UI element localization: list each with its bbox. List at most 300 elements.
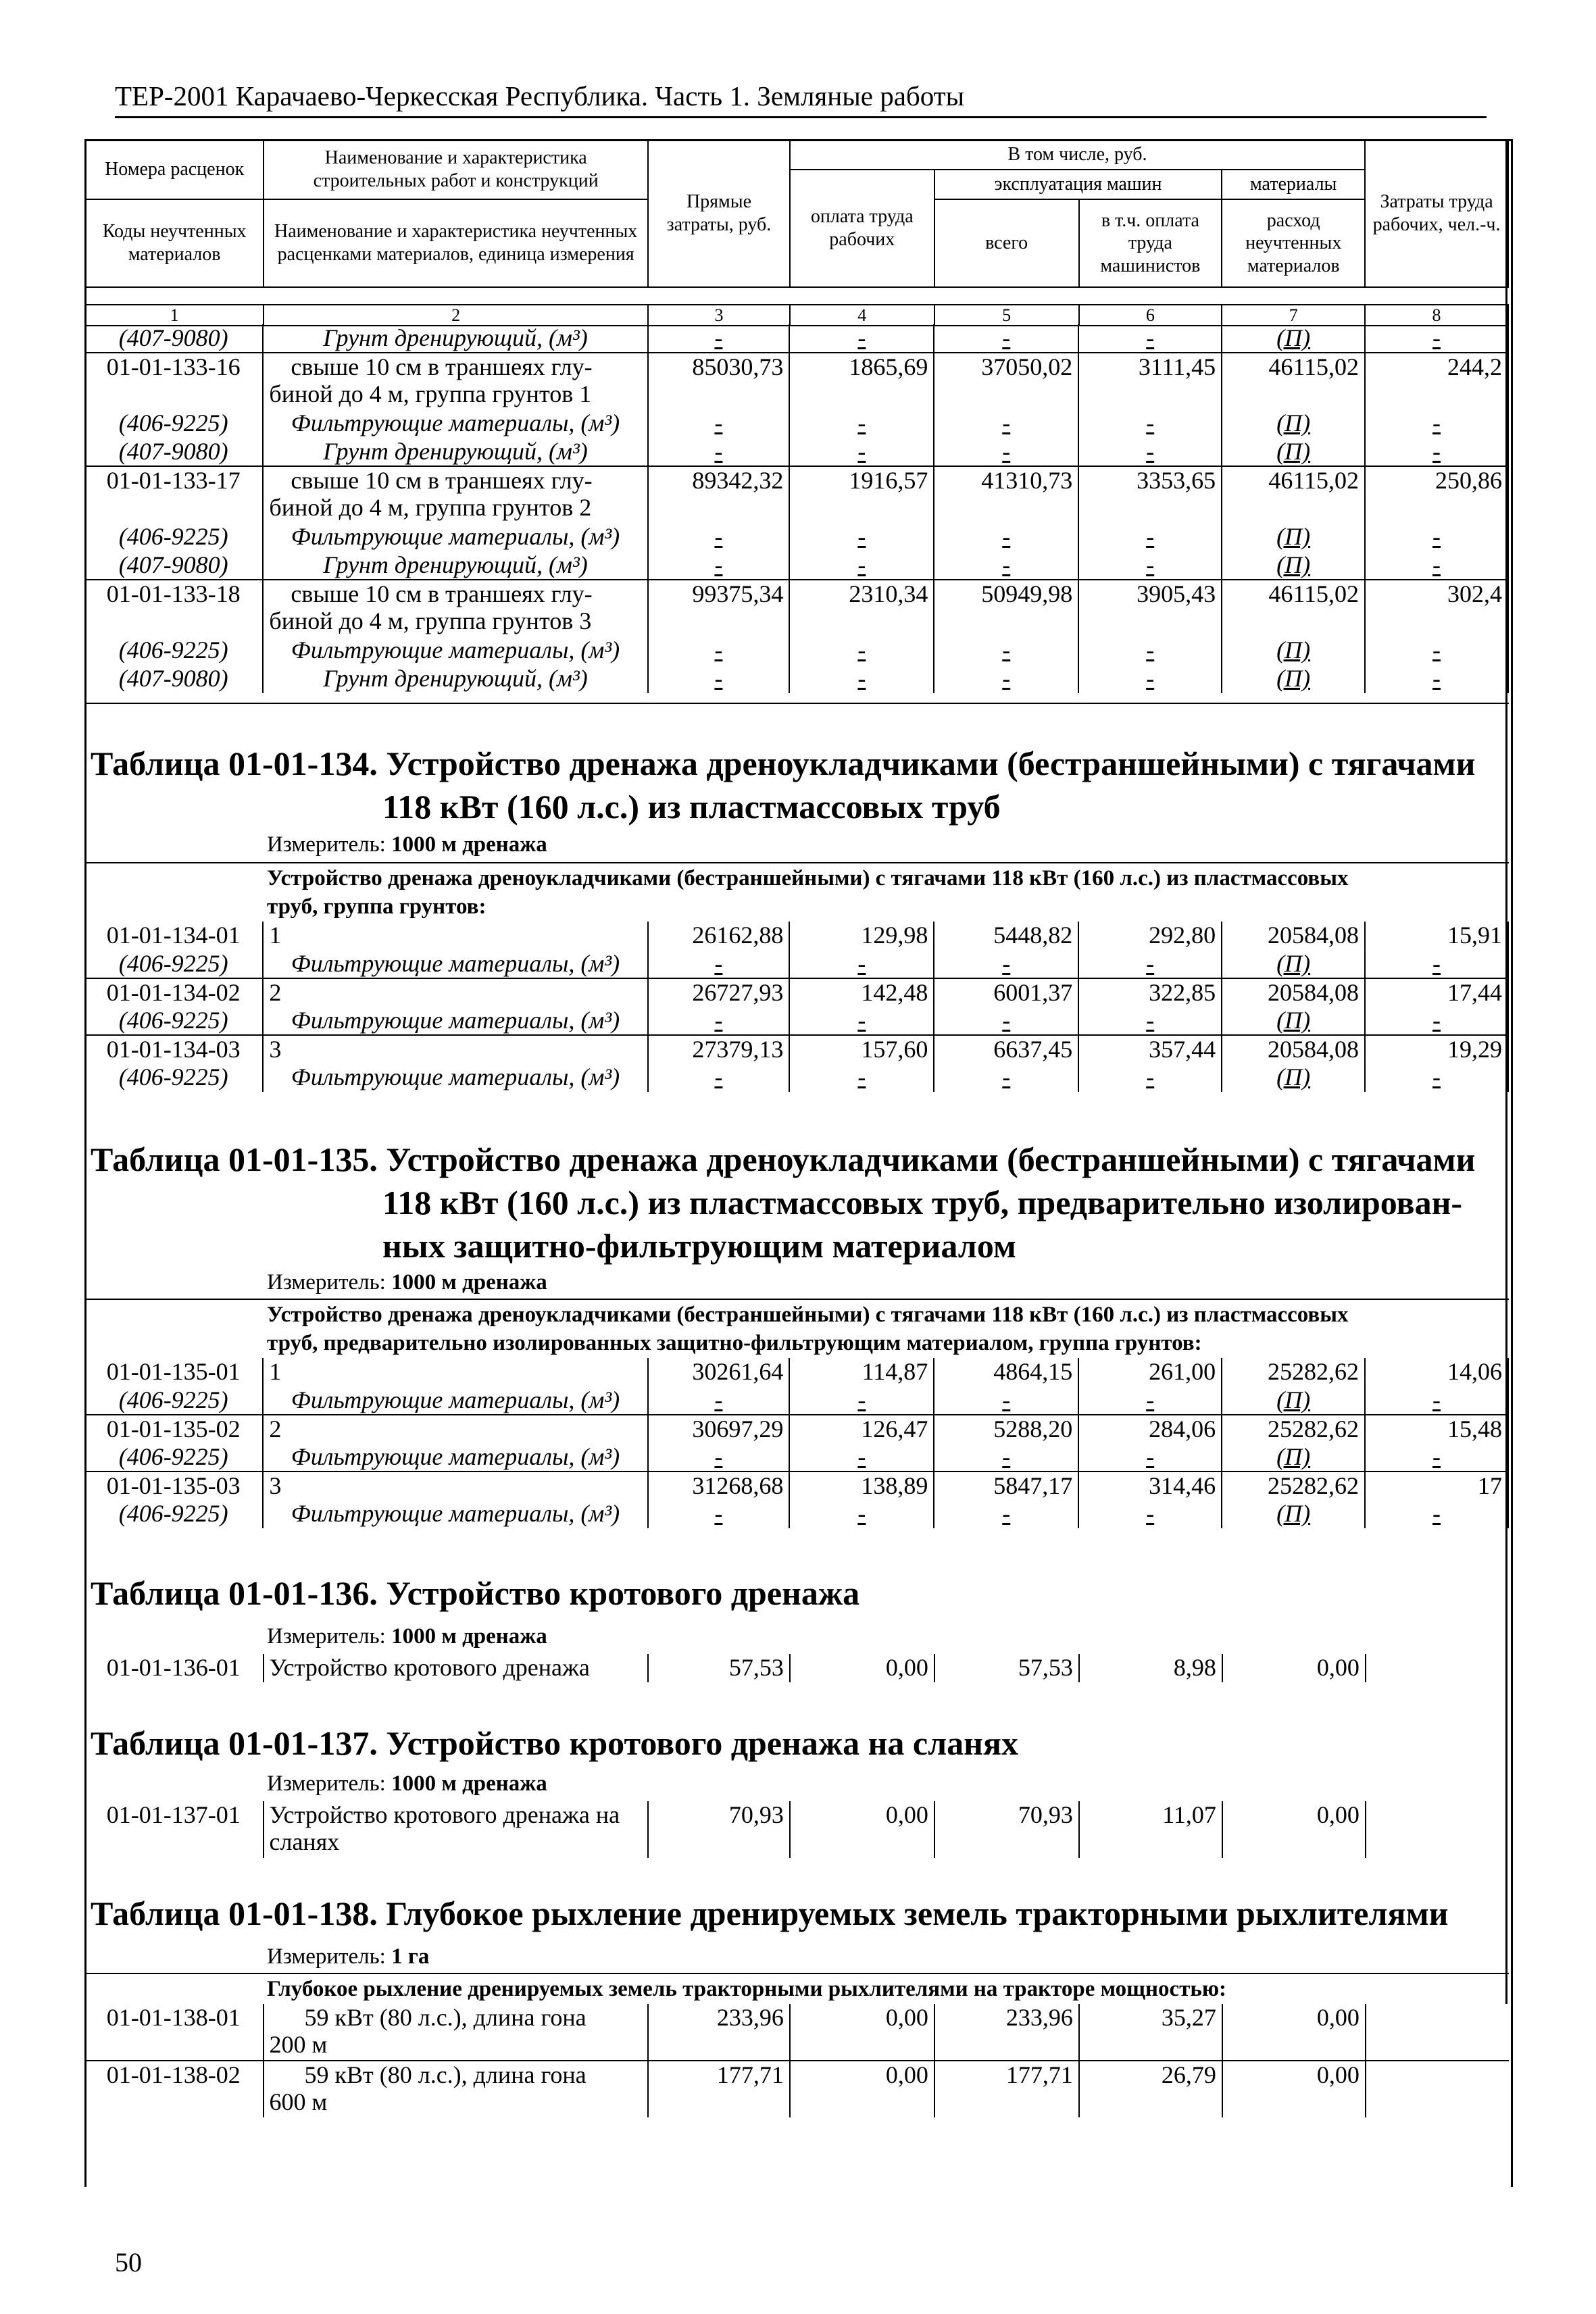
rate-code: 01-01-134-03 (84, 1035, 263, 1063)
value-cell: 177,71 (934, 2061, 1079, 2117)
value-cell: 2310,34 (789, 580, 934, 636)
column-header (84, 139, 1509, 288)
table-134-title-line1: Таблица 01-01-134. Устройство дренажа дреноукладчиками (бестраншейными) с тягачами (91, 745, 1476, 782)
material-name: Грунт дренирующий, (м³) (263, 551, 647, 580)
value-cell: 20584,08 (1222, 922, 1365, 950)
rate-code: 01-01-134-01 (84, 922, 263, 950)
value-cell: - (648, 409, 790, 438)
col-header-machine-operation: эксплуатация машин (934, 170, 1222, 199)
value-cell: - (648, 665, 790, 693)
value-cell: (П) (1222, 1500, 1365, 1528)
meter-value: 1 га (391, 1944, 430, 1969)
value-cell: - (1365, 409, 1508, 438)
value-cell: - (1078, 1500, 1222, 1528)
value-cell: (П) (1222, 1063, 1365, 1092)
material-row (84, 1500, 1508, 1528)
rate-code: 01-01-135-02 (84, 1415, 263, 1443)
column-number: 1 (85, 305, 264, 326)
value-cell: - (1365, 636, 1508, 665)
divider (84, 862, 1509, 863)
material-name: Фильтрующие материалы, (м³) (263, 1443, 647, 1472)
value-cell: 233,96 (648, 2004, 790, 2061)
value-cell: 6637,45 (934, 1035, 1078, 1063)
material-name: Фильтрующие материалы, (м³) (263, 1063, 647, 1092)
value-cell: 138,89 (789, 1472, 934, 1500)
meter-label: Измеритель: (267, 1771, 392, 1796)
value-cell: 11,07 (1079, 1801, 1222, 1858)
value-cell: (П) (1222, 665, 1365, 693)
meter-value: 1000 м дренажа (391, 1771, 547, 1796)
value-cell: - (934, 1007, 1078, 1035)
subheading-line2: труб, предварительно изолированных защитно-фильтрующим материалом, группа грунтов: (267, 1330, 1202, 1355)
value-cell: 26727,93 (648, 978, 790, 1007)
table-135-title-line3: ных защитно-фильтрующим материалом (382, 1227, 1016, 1265)
rate-row (84, 1415, 1508, 1443)
rate-row (84, 1654, 1509, 1682)
rate-row (84, 922, 1508, 950)
value-cell: - (789, 523, 934, 551)
value-cell: 46115,02 (1222, 466, 1365, 523)
value-cell: 25282,62 (1222, 1358, 1365, 1386)
value-cell: 0,00 (1222, 2061, 1366, 2117)
value-cell: - (1078, 950, 1222, 978)
value-cell: - (1365, 950, 1508, 978)
table-137-title: Таблица 01-01-137. Устройство кротового дренажа на сланях (91, 1724, 1019, 1762)
value-cell: - (934, 636, 1078, 665)
value-cell: (П) (1222, 1443, 1365, 1472)
value-cell: 322,85 (1078, 978, 1222, 1007)
value-cell: - (648, 551, 790, 580)
material-name: Грунт дренирующий, (м³) (263, 665, 647, 693)
value-cell: - (648, 1063, 790, 1092)
rate-code: 01-01-137-01 (84, 1801, 264, 1858)
meter-value: 1000 м дренажа (391, 1270, 547, 1294)
value-cell: 142,48 (789, 978, 934, 1007)
value-cell: - (934, 523, 1078, 551)
rate-row (84, 2004, 1509, 2061)
value-cell: 89342,32 (648, 466, 790, 523)
value-cell: - (1078, 1443, 1222, 1472)
value-cell: - (789, 1500, 934, 1528)
column-number: 3 (648, 305, 790, 326)
rate-row (84, 580, 1508, 636)
value-cell: - (934, 950, 1078, 978)
value-cell: - (648, 1007, 790, 1035)
value-cell: - (1078, 1063, 1222, 1092)
value-cell: - (934, 324, 1078, 353)
work-name: 1 (263, 922, 647, 950)
value-cell: - (1365, 1063, 1508, 1092)
material-row (84, 636, 1508, 665)
table-138-rows (84, 2004, 1509, 2117)
material-code: (406-9225) (84, 636, 263, 665)
col-header-direct-costs: Прямые затраты, руб. (648, 140, 790, 287)
table-136-title: Таблица 01-01-136. Устройство кротового дренажа (91, 1574, 860, 1612)
rate-row (84, 1801, 1509, 1858)
value-cell: - (1365, 665, 1508, 693)
value-cell: - (789, 409, 934, 438)
value-cell: 31268,68 (648, 1472, 790, 1500)
value-cell: - (789, 950, 934, 978)
material-row (84, 950, 1508, 978)
value-cell: 3353,65 (1078, 466, 1222, 523)
page-header: ТЕР-2001 Карачаево-Черкесская Республика. Часть 1. Земляные работы (115, 80, 1487, 118)
work-name: 2 (263, 978, 647, 1007)
divider (84, 1973, 1509, 1974)
value-cell: - (1365, 438, 1508, 466)
value-cell: 46115,02 (1222, 580, 1365, 636)
value-cell: 292,80 (1078, 922, 1222, 950)
value-cell: - (1078, 438, 1222, 466)
work-name: свыше 10 см в траншеях глу- биной до 4 м, группа грунтов 2 (263, 466, 647, 523)
work-name: Устройство кротового дренажа (264, 1654, 648, 1682)
table-133-rows (84, 324, 1509, 693)
work-name: 2 (263, 1415, 647, 1443)
value-cell: - (648, 523, 790, 551)
value-cell: 25282,62 (1222, 1472, 1365, 1500)
column-number: 8 (1365, 305, 1508, 326)
value-cell: 37050,02 (934, 353, 1078, 409)
meter-label: Измеритель: (267, 1624, 392, 1649)
value-cell: (П) (1222, 636, 1365, 665)
table-138-meter (267, 1944, 429, 1969)
divider (84, 703, 1509, 704)
value-cell: 26162,88 (648, 922, 790, 950)
value-cell: (П) (1222, 551, 1365, 580)
value-cell: (П) (1222, 409, 1365, 438)
value-cell: 3905,43 (1078, 580, 1222, 636)
material-row (84, 324, 1508, 353)
value-cell: - (1365, 1500, 1508, 1528)
work-name: 1 (263, 1358, 647, 1386)
value-cell: - (1078, 1007, 1222, 1035)
value-cell: 5448,82 (934, 922, 1078, 950)
material-name: Фильтрующие материалы, (м³) (263, 1007, 647, 1035)
material-name: Фильтрующие материалы, (м³) (263, 409, 647, 438)
table-135-title (91, 1138, 1503, 1267)
column-numbers (84, 304, 1509, 326)
rate-row (84, 466, 1508, 523)
value-cell: - (1365, 523, 1508, 551)
table-138-subheading: Глубокое рыхление дренируемых земель тракторными рыхлителями на тракторе мощностью: (267, 1977, 1227, 2001)
table-135-rows (84, 1358, 1509, 1528)
value-cell: - (934, 438, 1078, 466)
table-134-rows (84, 922, 1509, 1092)
material-code: (407-9080) (84, 324, 263, 353)
value-cell: - (934, 551, 1078, 580)
value-cell: - (789, 324, 934, 353)
rate-code: 01-01-133-17 (84, 466, 263, 523)
value-cell: - (789, 1007, 934, 1035)
table-134-title (91, 742, 1503, 828)
column-number: 4 (790, 305, 934, 326)
rate-row (84, 2061, 1509, 2117)
value-cell: - (934, 665, 1078, 693)
rate-row (84, 1035, 1508, 1063)
value-cell: 1916,57 (789, 466, 934, 523)
table-135-meter (267, 1270, 547, 1295)
col-header-worker-wages: оплата труда рабочих (790, 170, 934, 287)
value-cell: - (1078, 523, 1222, 551)
rate-code: 01-01-138-02 (84, 2061, 264, 2117)
material-name: Фильтрующие материалы, (м³) (263, 523, 647, 551)
value-cell: 3111,45 (1078, 353, 1222, 409)
value-cell: - (1078, 324, 1222, 353)
value-cell: - (1078, 636, 1222, 665)
material-row (84, 1443, 1508, 1472)
value-cell: 15,91 (1365, 922, 1508, 950)
value-cell: 0,00 (790, 1654, 934, 1682)
col-header-operator-wages: в т.ч. оплата труда машинистов (1079, 199, 1222, 287)
subheading-line2: труб, группа грунтов: (267, 894, 487, 919)
value-cell: - (934, 1386, 1078, 1415)
value-cell: 15,48 (1365, 1415, 1508, 1443)
material-name: Фильтрующие материалы, (м³) (263, 1386, 647, 1415)
subheading-line1: Устройство дренажа дреноукладчиками (бестраншейными) с тягачами 118 кВт (160 л.с.) из пластмассовых (267, 866, 1349, 890)
value-cell: - (789, 1063, 934, 1092)
value-cell: 1865,69 (789, 353, 934, 409)
rate-code: 01-01-133-16 (84, 353, 263, 409)
value-cell: 284,06 (1078, 1415, 1222, 1443)
material-row (84, 551, 1508, 580)
value-cell: 244,2 (1365, 353, 1508, 409)
material-row (84, 409, 1508, 438)
table-138-title: Таблица 01-01-138. Глубокое рыхление дренируемых земель тракторными рыхлителями (91, 1894, 1449, 1932)
meter-value: 1000 м дренажа (391, 832, 547, 857)
table-137-rows (84, 1801, 1509, 1858)
value-cell: 114,87 (789, 1358, 934, 1386)
value-cell: - (789, 438, 934, 466)
value-cell: 8,98 (1079, 1654, 1222, 1682)
column-number: 6 (1079, 305, 1222, 326)
value-cell: - (648, 438, 790, 466)
material-name: Грунт дренирующий, (м³) (263, 438, 647, 466)
rate-code: 01-01-136-01 (84, 1654, 264, 1682)
work-name: 59 кВт (80 л.с.), длина гона 200 м (264, 2004, 648, 2061)
value-cell: 129,98 (789, 922, 934, 950)
rate-code: 01-01-135-03 (84, 1472, 263, 1500)
value-cell: (П) (1222, 950, 1365, 978)
value-cell: 57,53 (648, 1654, 790, 1682)
value-cell: 25282,62 (1222, 1415, 1365, 1443)
value-cell: 0,00 (1222, 1654, 1366, 1682)
value-cell: 46115,02 (1222, 353, 1365, 409)
material-code: (406-9225) (84, 523, 263, 551)
value-cell: (П) (1222, 438, 1365, 466)
work-name: 3 (263, 1035, 647, 1063)
table-134-subheading (267, 865, 1503, 921)
subheading-line1: Устройство дренажа дреноукладчиками (бестраншейными) с тягачами 118 кВт (160 л.с.) из пластмассовых (267, 1303, 1349, 1327)
material-code: (407-9080) (84, 551, 263, 580)
value-cell (1366, 1654, 1509, 1682)
material-row (84, 1007, 1508, 1035)
value-cell: 41310,73 (934, 466, 1078, 523)
value-cell: 35,27 (1079, 2004, 1222, 2061)
value-cell: - (1078, 1386, 1222, 1415)
value-cell: - (789, 551, 934, 580)
value-cell: - (1078, 551, 1222, 580)
value-cell: 70,93 (648, 1801, 790, 1858)
value-cell: - (648, 1443, 790, 1472)
value-cell: 0,00 (790, 1801, 934, 1858)
value-cell: 4864,15 (934, 1358, 1078, 1386)
value-cell: 20584,08 (1222, 1035, 1365, 1063)
material-row (84, 1386, 1508, 1415)
table-137-meter (267, 1771, 547, 1796)
value-cell: - (648, 950, 790, 978)
value-cell: 357,44 (1078, 1035, 1222, 1063)
rate-row (84, 1472, 1508, 1500)
value-cell: 26,79 (1079, 2061, 1222, 2117)
table-136-rows (84, 1654, 1509, 1682)
meter-label: Измеритель: (267, 1944, 392, 1969)
meter-label: Измеритель: (267, 1270, 392, 1294)
value-cell: 6001,37 (934, 978, 1078, 1007)
table-135-title-line2: 118 кВт (160 л.с.) из пластмассовых труб, предварительно изолирован- (382, 1184, 1463, 1222)
divider (84, 1299, 1509, 1300)
value-cell: - (934, 409, 1078, 438)
value-cell: 0,00 (1222, 2004, 1366, 2061)
column-number: 2 (264, 305, 648, 326)
work-name: свыше 10 см в траншеях глу- биной до 4 м, группа грунтов 3 (263, 580, 647, 636)
value-cell: - (1078, 409, 1222, 438)
value-cell: 17,44 (1365, 978, 1508, 1007)
material-code: (407-9080) (84, 438, 263, 466)
value-cell: 57,53 (934, 1654, 1079, 1682)
column-number: 5 (934, 305, 1079, 326)
material-name: Фильтрующие материалы, (м³) (263, 1500, 647, 1528)
col-header-work-name: Наименование и характеристика строительных работ и конструкций (264, 140, 648, 199)
value-cell: - (1078, 665, 1222, 693)
value-cell: (П) (1222, 523, 1365, 551)
value-cell: 0,00 (790, 2004, 934, 2061)
rate-row (84, 1358, 1508, 1386)
value-cell: 20584,08 (1222, 978, 1365, 1007)
col-header-labor-costs: Затраты труда рабочих, чел.-ч. (1365, 140, 1508, 287)
table-135-title-line1: Таблица 01-01-135. Устройство дренажа дреноукладчиками (бестраншейными) с тягачами (91, 1140, 1476, 1178)
value-cell: - (934, 1443, 1078, 1472)
value-cell: 126,47 (789, 1415, 934, 1443)
meter-label: Измеритель: (267, 832, 392, 857)
value-cell: - (934, 1500, 1078, 1528)
table-135-subheading (267, 1301, 1503, 1357)
table-136-meter (267, 1624, 547, 1649)
value-cell: 19,29 (1365, 1035, 1508, 1063)
material-row (84, 438, 1508, 466)
value-cell: - (1365, 1386, 1508, 1415)
value-cell: 5847,17 (934, 1472, 1078, 1500)
work-name: 59 кВт (80 л.с.), длина гона 600 м (264, 2061, 648, 2117)
value-cell: - (648, 636, 790, 665)
material-code: (406-9225) (84, 1386, 263, 1415)
material-code: (407-9080) (84, 665, 263, 693)
meter-value: 1000 м дренажа (391, 1624, 547, 1649)
value-cell: - (1365, 1443, 1508, 1472)
value-cell: 50949,98 (934, 580, 1078, 636)
rate-row (84, 353, 1508, 409)
column-number: 7 (1222, 305, 1365, 326)
work-name: 3 (263, 1472, 647, 1500)
rate-code: 01-01-138-01 (84, 2004, 264, 2061)
value-cell: - (1365, 551, 1508, 580)
value-cell: 250,86 (1365, 466, 1508, 523)
col-header-material-consumption: расход неучтенных материалов (1222, 199, 1365, 287)
col-header-machines-total: всего (934, 199, 1079, 287)
value-cell: 14,06 (1365, 1358, 1508, 1386)
value-cell: 17 (1365, 1472, 1508, 1500)
material-row (84, 523, 1508, 551)
rate-row (84, 978, 1508, 1007)
page-number: 50 (115, 2247, 142, 2278)
value-cell: 70,93 (934, 1801, 1079, 1858)
value-cell: - (648, 1500, 790, 1528)
material-name: Фильтрующие материалы, (м³) (263, 636, 647, 665)
value-cell: 30697,29 (648, 1415, 790, 1443)
material-name: Фильтрующие материалы, (м³) (263, 950, 647, 978)
table-134-meter (267, 832, 547, 857)
value-cell (1366, 2061, 1509, 2117)
col-header-materials: материалы (1222, 170, 1365, 199)
table-134-title-line2: 118 кВт (160 л.с.) из пластмассовых труб (382, 788, 1001, 826)
rate-code: 01-01-134-02 (84, 978, 263, 1007)
rate-code: 01-01-135-01 (84, 1358, 263, 1386)
material-code: (406-9225) (84, 409, 263, 438)
value-cell: 261,00 (1078, 1358, 1222, 1386)
value-cell: - (648, 1386, 790, 1415)
value-cell: 0,00 (1222, 1801, 1366, 1858)
value-cell: 0,00 (790, 2061, 934, 2117)
value-cell: - (934, 1063, 1078, 1092)
value-cell: 85030,73 (648, 353, 790, 409)
material-code: (406-9225) (84, 1007, 263, 1035)
value-cell: 233,96 (934, 2004, 1079, 2061)
col-header-rate-numbers: Номера расценок (85, 140, 264, 199)
value-cell: - (789, 665, 934, 693)
value-cell: - (789, 1386, 934, 1415)
value-cell: 27379,13 (648, 1035, 790, 1063)
value-cell: 99375,34 (648, 580, 790, 636)
value-cell: 302,4 (1365, 580, 1508, 636)
value-cell: (П) (1222, 1007, 1365, 1035)
col-header-material-names: Наименование и характеристика неучтенных расценками материалов, единица измерения (264, 199, 648, 287)
value-cell (1366, 1801, 1509, 1858)
value-cell: - (648, 324, 790, 353)
material-code: (406-9225) (84, 950, 263, 978)
work-name: свыше 10 см в траншеях глу- биной до 4 м, группа грунтов 1 (263, 353, 647, 409)
value-cell: - (1365, 324, 1508, 353)
value-cell: (П) (1222, 324, 1365, 353)
value-cell: - (1365, 1007, 1508, 1035)
value-cell: - (789, 1443, 934, 1472)
material-row (84, 665, 1508, 693)
col-header-including: В том числе, руб. (790, 140, 1365, 170)
col-header-material-codes: Коды неучтенных материалов (85, 199, 264, 287)
material-code: (406-9225) (84, 1063, 263, 1092)
material-code: (406-9225) (84, 1443, 263, 1472)
value-cell: 314,46 (1078, 1472, 1222, 1500)
material-row (84, 1063, 1508, 1092)
value-cell: (П) (1222, 1386, 1365, 1415)
value-cell: - (789, 636, 934, 665)
material-name: Грунт дренирующий, (м³) (263, 324, 647, 353)
value-cell: 177,71 (648, 2061, 790, 2117)
material-code: (406-9225) (84, 1500, 263, 1528)
value-cell (1366, 2004, 1509, 2061)
value-cell: 5288,20 (934, 1415, 1078, 1443)
rate-code: 01-01-133-18 (84, 580, 263, 636)
work-name: Устройство кротового дренажа на сланях (264, 1801, 648, 1858)
value-cell: 30261,64 (648, 1358, 790, 1386)
